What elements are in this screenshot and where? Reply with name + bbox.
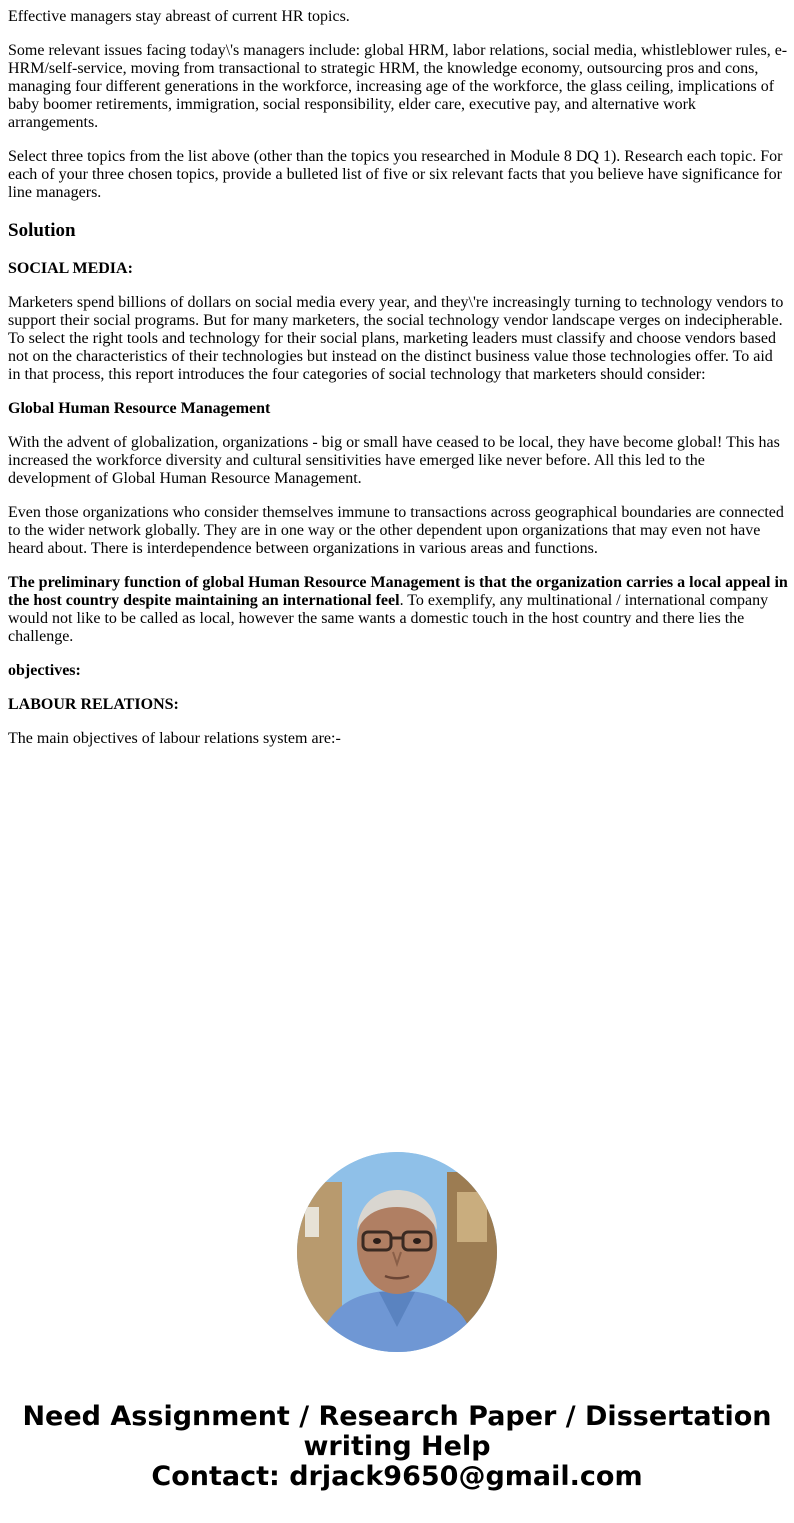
social-media-paragraph: Marketers spend billions of dollars on social media every year, and they\'re increasingly turning to technology vendors to support their social programs. But for many marketers, the social technology vendor landscape verges on indecipherable. To select the right tools and technology for their social plans, marketing leaders must classify and choose vendors based not on the characteristics of their technologies but instead on the distinct business value those technologies offer. To aid in that process, this report introduces the four categories of social technology that marketers should consider: <box>8 294 784 383</box>
labour-relations-paragraph: The main objectives of labour relations system are:- <box>8 730 341 747</box>
ghrm-paragraph-3 <box>8 574 788 646</box>
solution-heading: Solution <box>8 220 76 241</box>
ghrm-paragraph-1: With the advent of globalization, organizations - big or small have ceased to be local, they have become global! This has increased the workforce diversity and cultural sensitivities have emerged like never before. All this led to the development of Global Human Resource Management. <box>8 434 780 487</box>
intro-paragraph-2: Some relevant issues facing today\'s managers include: global HRM, labor relations, social media, whistleblower rules, e-HRM/self-service, moving from transactional to strategic HRM, the knowledge economy, outsourcing pros and cons, managing four different generations in the workforce, increasing age of the workforce, the glass ceiling, implications of baby boomer retirements, immigration, social responsibility, elder care, executive pay, and alternative work arrangements. <box>8 42 788 131</box>
cta-text <box>0 1402 794 1492</box>
cta-line-1: Need Assignment / Research Paper / Dissertation writing Help <box>22 1401 772 1462</box>
ghrm-paragraph-3-rest: . To exemplify, any multinational / international company would not like to be called as local, however the same wants a domestic touch in the host country and there lies the challenge. <box>8 592 769 645</box>
author-photo <box>297 1152 497 1352</box>
cta-contact-line[interactable]: Contact: drjack9650@gmail.com <box>151 1461 643 1492</box>
intro-paragraph-1: Effective managers stay abreast of current HR topics. <box>8 8 350 25</box>
ghrm-paragraph-2: Even those organizations who consider themselves immune to transactions across geographical boundaries are connected to the wider network globally. They are in one way or the other dependent upon organizations that may even not have heard about. There is interdependence between organizations in various areas and functions. <box>8 504 784 557</box>
ghrm-paragraph-3-bold: The preliminary function of global Human Resource Management is that the organization carries a local appeal in the host country despite maintaining an international feel <box>8 574 788 609</box>
intro-paragraph-3: Select three topics from the list above (other than the topics you researched in Module 8 DQ 1). Research each topic. For each of your three chosen topics, provide a bulleted list of five or six relevant facts that you believe have significance for line managers. <box>8 148 783 201</box>
document-body <box>8 0 788 764</box>
objectives-heading: objectives: <box>8 662 81 679</box>
labour-relations-heading: LABOUR RELATIONS: <box>8 696 179 713</box>
social-media-heading: SOCIAL MEDIA: <box>8 260 133 277</box>
ghrm-heading: Global Human Resource Management <box>8 400 271 417</box>
author-avatar <box>297 1152 497 1352</box>
contact-footer <box>0 1152 794 1492</box>
